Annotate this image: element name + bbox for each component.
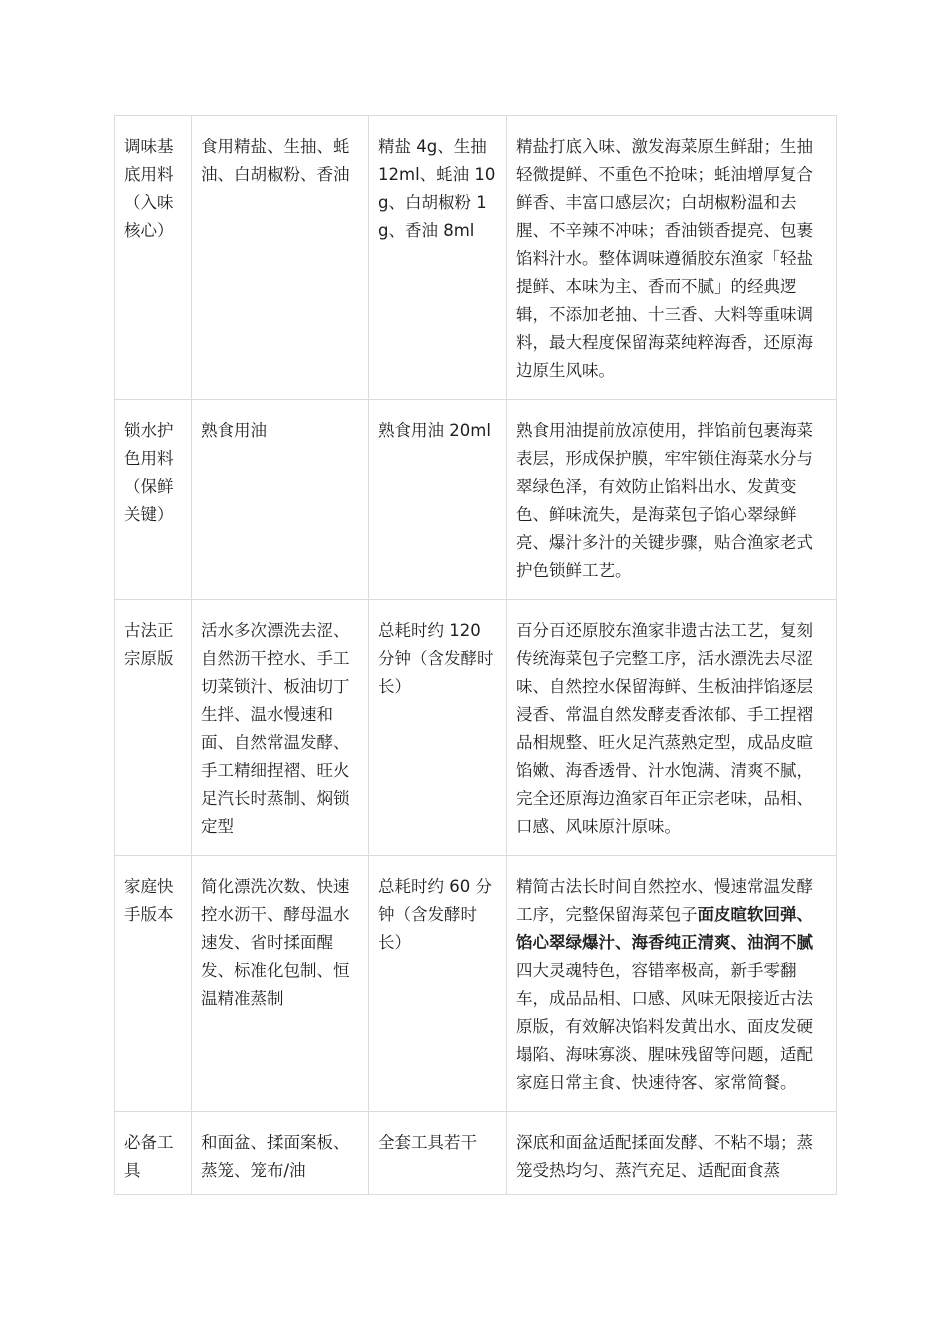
- amount-cell: 熟食用油 20ml: [369, 400, 507, 600]
- note-cell: [507, 856, 837, 1112]
- table-row: [115, 400, 837, 600]
- note-text: 精简古法长时间自然控水、慢速常温发酵工序，完整保留海菜包子: [516, 877, 813, 924]
- recipe-table: [114, 115, 837, 1195]
- category-cell: 调味基底用料（入味核心）: [115, 116, 192, 400]
- ingredients-cell: 和面盆、揉面案板、蒸笼、笼布/油: [192, 1112, 369, 1195]
- table-row: [115, 856, 837, 1112]
- amount-cell: 总耗时约 120 分钟（含发酵时长）: [369, 600, 507, 856]
- table-row: [115, 600, 837, 856]
- note-text: 四大灵魂特色，容错率极高，新手零翻车，成品品相、口感、风味无限接近古法原版，有效解决馅料发黄出水、面皮发硬塌陷、海味寡淡、腥味残留等问题，适配家庭日常主食、快速待客、家常简餐。: [516, 961, 813, 1092]
- amount-cell: 精盐 4g、生抽 12ml、蚝油 10g、白胡椒粉 1g、香油 8ml: [369, 116, 507, 400]
- note-bold-text: 面皮暄软回弹、馅心翠绿爆汁、海香纯正清爽、油润不腻: [516, 905, 813, 952]
- note-cell: 深底和面盆适配揉面发酵、不粘不塌；蒸笼受热均匀、蒸汽充足、适配面食蒸: [507, 1112, 837, 1195]
- amount-cell: 全套工具若干: [369, 1112, 507, 1195]
- category-cell: 锁水护色用料（保鲜关键）: [115, 400, 192, 600]
- amount-cell: 总耗时约 60 分钟（含发酵时长）: [369, 856, 507, 1112]
- note-cell: 熟食用油提前放凉使用，拌馅前包裹海菜表层，形成保护膜，牢牢锁住海菜水分与翠绿色泽，有效防止馅料出水、发黄变色、鲜味流失，是海菜包子馅心翠绿鲜亮、爆汁多汁的关键步骤，贴合渔家老式护色锁鲜工艺。: [507, 400, 837, 600]
- ingredients-cell: 简化漂洗次数、快速控水沥干、酵母温水速发、省时揉面醒发、标准化包制、恒温精准蒸制: [192, 856, 369, 1112]
- note-cell: 精盐打底入味、激发海菜原生鲜甜；生抽轻微提鲜、不重色不抢味；蚝油增厚复合鲜香、丰富口感层次；白胡椒粉温和去腥、不辛辣不冲味；香油锁香提亮、包裹馅料汁水。整体调味遵循胶东渔家「轻盐提鲜、本味为主、香而不腻」的经典逻辑，不添加老抽、十三香、大料等重味调料，最大程度保留海菜纯粹海香，还原海边原生风味。: [507, 116, 837, 400]
- category-cell: 必备工具: [115, 1112, 192, 1195]
- table-row: [115, 116, 837, 400]
- ingredients-cell: 活水多次漂洗去涩、自然沥干控水、手工切菜锁汁、板油切丁生拌、温水慢速和面、自然常温发酵、手工精细捏褶、旺火足汽长时蒸制、焖锁定型: [192, 600, 369, 856]
- category-cell: 家庭快手版本: [115, 856, 192, 1112]
- ingredients-cell: 熟食用油: [192, 400, 369, 600]
- ingredients-cell: 食用精盐、生抽、蚝油、白胡椒粉、香油: [192, 116, 369, 400]
- note-cell: 百分百还原胶东渔家非遗古法工艺，复刻传统海菜包子完整工序，活水漂洗去尽涩味、自然控水保留海鲜、生板油拌馅逐层浸香、常温自然发酵麦香浓郁、手工捏褶品相规整、旺火足汽蒸熟定型，成品皮暄馅嫩、海香透骨、汁水饱满、清爽不腻，完全还原海边渔家百年正宗老味，品相、口感、风味原汁原味。: [507, 600, 837, 856]
- table-row: [115, 1112, 837, 1195]
- category-cell: 古法正宗原版: [115, 600, 192, 856]
